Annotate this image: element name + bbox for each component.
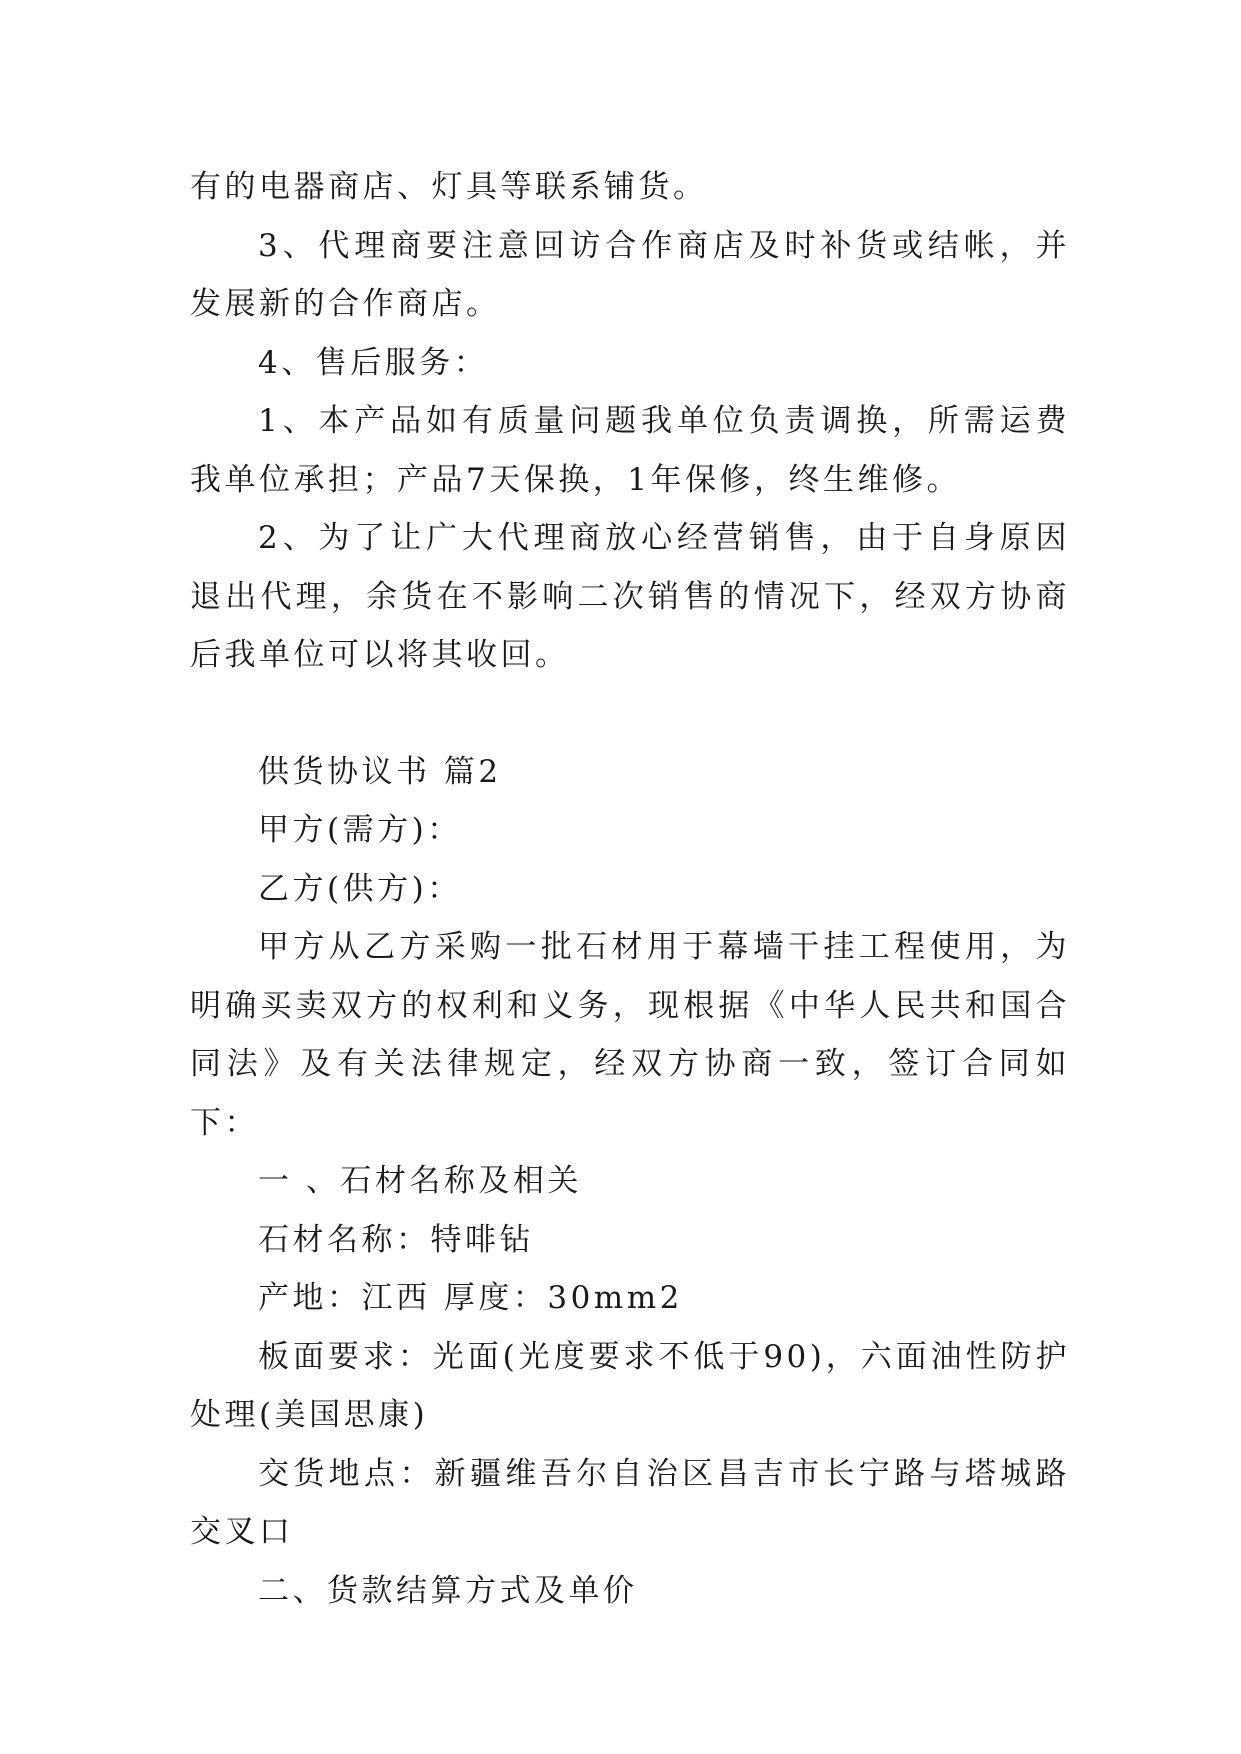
delivery-location: 交货地点：新疆维吾尔自治区昌吉市长宁路与塔城路交叉口 bbox=[190, 1455, 1070, 1550]
stone-origin-thickness: 产地：江西 厚度：30mm2 bbox=[258, 1280, 683, 1316]
section-spacer bbox=[190, 685, 1070, 743]
party-a-label: 甲方(需方)： bbox=[258, 812, 462, 848]
stone-name: 石材名称：特啡钻 bbox=[258, 1221, 534, 1258]
paragraph-stock-return: 2、为了让广大代理商放心经营销售，由于自身原因退出代理，余货在不影响二次销售的情况下，经双方协商后我单位可以将其收回。 bbox=[190, 520, 1070, 673]
party-b-label: 乙方(供方)： bbox=[258, 870, 462, 907]
document-body bbox=[190, 158, 1070, 1620]
paragraph-quality-warranty: 1、本产品如有质量问题我单位负责调换，所需运费我单位承担；产品7天保换，1年保修，终生维修。 bbox=[190, 403, 1070, 498]
heading-stone-info: 一 、石材名称及相关 bbox=[258, 1163, 582, 1199]
heading-payment: 二、货款结算方式及单价 bbox=[258, 1572, 638, 1609]
paragraph-retail-contact: 有的电器商店、灯具等联系铺货。 bbox=[190, 169, 708, 205]
agreement-title: 供货协议书 篇2 bbox=[258, 753, 502, 790]
paragraph-after-sales-heading: 4、售后服务： bbox=[258, 344, 489, 381]
surface-requirements: 板面要求：光面(光度要求不低于90)，六面油性防护处理(美国思康) bbox=[190, 1338, 1070, 1433]
paragraph-revisit-shops: 3、代理商要注意回访合作商店及时补货或结帐，并发展新的合作商店。 bbox=[190, 227, 1070, 322]
agreement-intro: 甲方从乙方采购一批石材用于幕墙干挂工程使用，为明确买卖双方的权利和义务，现根据《中华人民共和国合同法》及有关法律规定，经双方协商一致，签订合同如下： bbox=[190, 929, 1070, 1141]
